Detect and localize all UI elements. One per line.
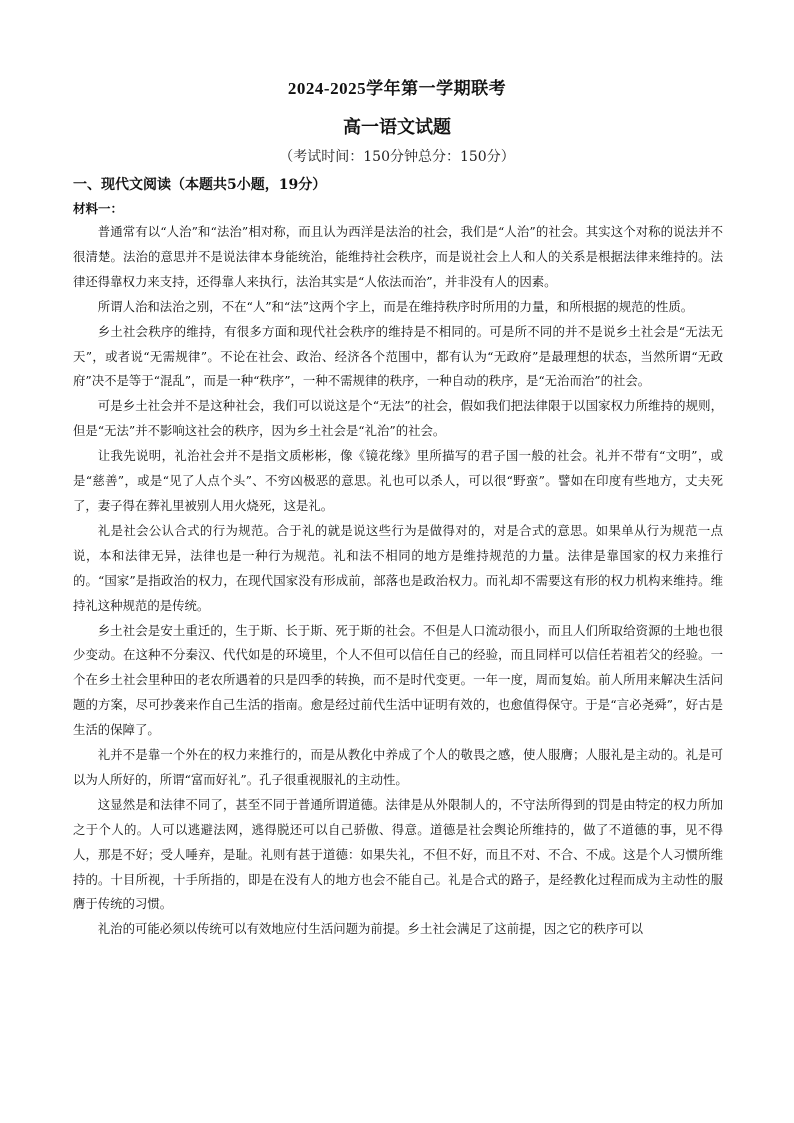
passage-paragraph: 普通常有以“人治”和“法治”相对称，而且认为西洋是法治的社会，我们是“人治”的社会。其实这个对称的说法并不很清楚。法治的意思并不是说法律本身能统治，能维持社会秩序，而是说社会上人和人的关系是根据法律来维持的。法律还得靠权力来支持，还得靠人来执行，法治其实是“人依法而治”，并非没有人的因素。 <box>73 224 723 289</box>
passage-paragraph: 所谓人治和法治之别，不在“人”和“法”这两个字上，而是在维持秩序时所用的力量，和所根据的规范的性质。 <box>97 298 694 314</box>
section-heading: 一、现代文阅读（本题共5小题，19分） <box>73 177 327 193</box>
passage-paragraph: 礼治的可能必须以传统可以有效地应付生活问题为前提。乡土社会满足了这前提，因之它的秩序可以 <box>97 921 643 937</box>
exam-title: 2024-2025学年第一学期联考 <box>287 79 507 98</box>
passage-paragraph: 让我先说明，礼治社会并不是指文质彬彬，像《镜花缘》里所描写的君子国一般的社会。礼并不带有“文明”，或是“慈善”，或是“见了人点个头”、不穷凶极恶的意思。礼也可以杀人，可以很“野蛮”。譬如在印度有些地方，丈夫死了，妻子得在葬礼里被别人用火烧死，这是礼。 <box>73 448 723 513</box>
material-label: 材料一： <box>73 201 124 216</box>
passage-paragraph: 乡土社会是安土重迁的，生于斯、长于斯、死于斯的社会。不但是人口流动很小，而且人们所取给资源的土地也很少变动。在这种不分秦汉、代代如是的环境里，个人不但可以信任自己的经验，而且同样可以信任若祖若父的经验。一个在乡土社会里种田的老农所遇着的只是四季的转换，而不是时代变更。一年一度，周而复始。前人所用来解决生活问题的方案，尽可抄袭来作自己生活的指南。愈是经过前代生活中证明有效的，也愈值得保守。于是“言必尧舜”，好古是生活的保障了。 <box>73 622 723 738</box>
passage-paragraph: 可是乡土社会并不是这种社会，我们可以说这是个“无法”的社会，假如我们把法律限于以国家权力所维持的规则，但是“无法”并不影响这社会的秩序，因为乡土社会是“礼治”的社会。 <box>73 398 723 439</box>
exam-subtitle: 高一语文试题 <box>343 117 451 138</box>
passage-body <box>73 220 723 942</box>
passage-paragraph: 礼是社会公认合式的行为规范。合于礼的就是说这些行为是做得对的，对是合式的意思。如果单从行为规范一点说，本和法律无异，法律也是一种行为规范。礼和法不相同的地方是维持规范的力量。法律是靠国家的权力来推行的。“国家”是指政治的权力，在现代国家没有形成前，部落也是政治权力。而礼却不需要这有形的权力机构来维持。维持礼这种规范的是传统。 <box>73 522 723 613</box>
passage-paragraph: 这显然是和法律不同了，甚至不同于普通所谓道德。法律是从外限制人的，不守法所得到的罚是由特定的权力所加之于个人的。人可以逃避法网，逃得脱还可以自己骄傲、得意。道德是社会舆论所维持的，做了不道德的事，见不得人，那是不好；受人唾弃，是耻。礼则有甚于道德：如果失礼，不但不好，而且不对、不合、不成。这是个人习惯所维持的。十目所视，十手所指的，即是在没有人的地方也会不能自己。礼是合式的路子，是经教化过程而成为主动性的服膺于传统的习惯。 <box>73 796 723 912</box>
exam-time-note: （考试时间：150分钟总分：150分） <box>279 149 515 165</box>
passage-paragraph: 礼并不是靠一个外在的权力来推行的，而是从教化中养成了个人的敬畏之感，使人服膺；人服礼是主动的。礼是可以为人所好的，所谓“富而好礼”。孔子很重视服礼的主动性。 <box>73 747 723 787</box>
passage-paragraph: 乡土社会秩序的维持，有很多方面和现代社会秩序的维持是不相同的。可是所不同的并不是说乡土社会是“无法无天”，或者说“无需规律”。不论在社会、政治、经济各个范围中，都有认为“无政府”是最理想的状态，当然所谓“无政府”决不是等于“混乱”，而是一种“秩序”，一种不需规律的秩序，一种自动的秩序，是“无治而治”的社会。 <box>73 323 723 389</box>
